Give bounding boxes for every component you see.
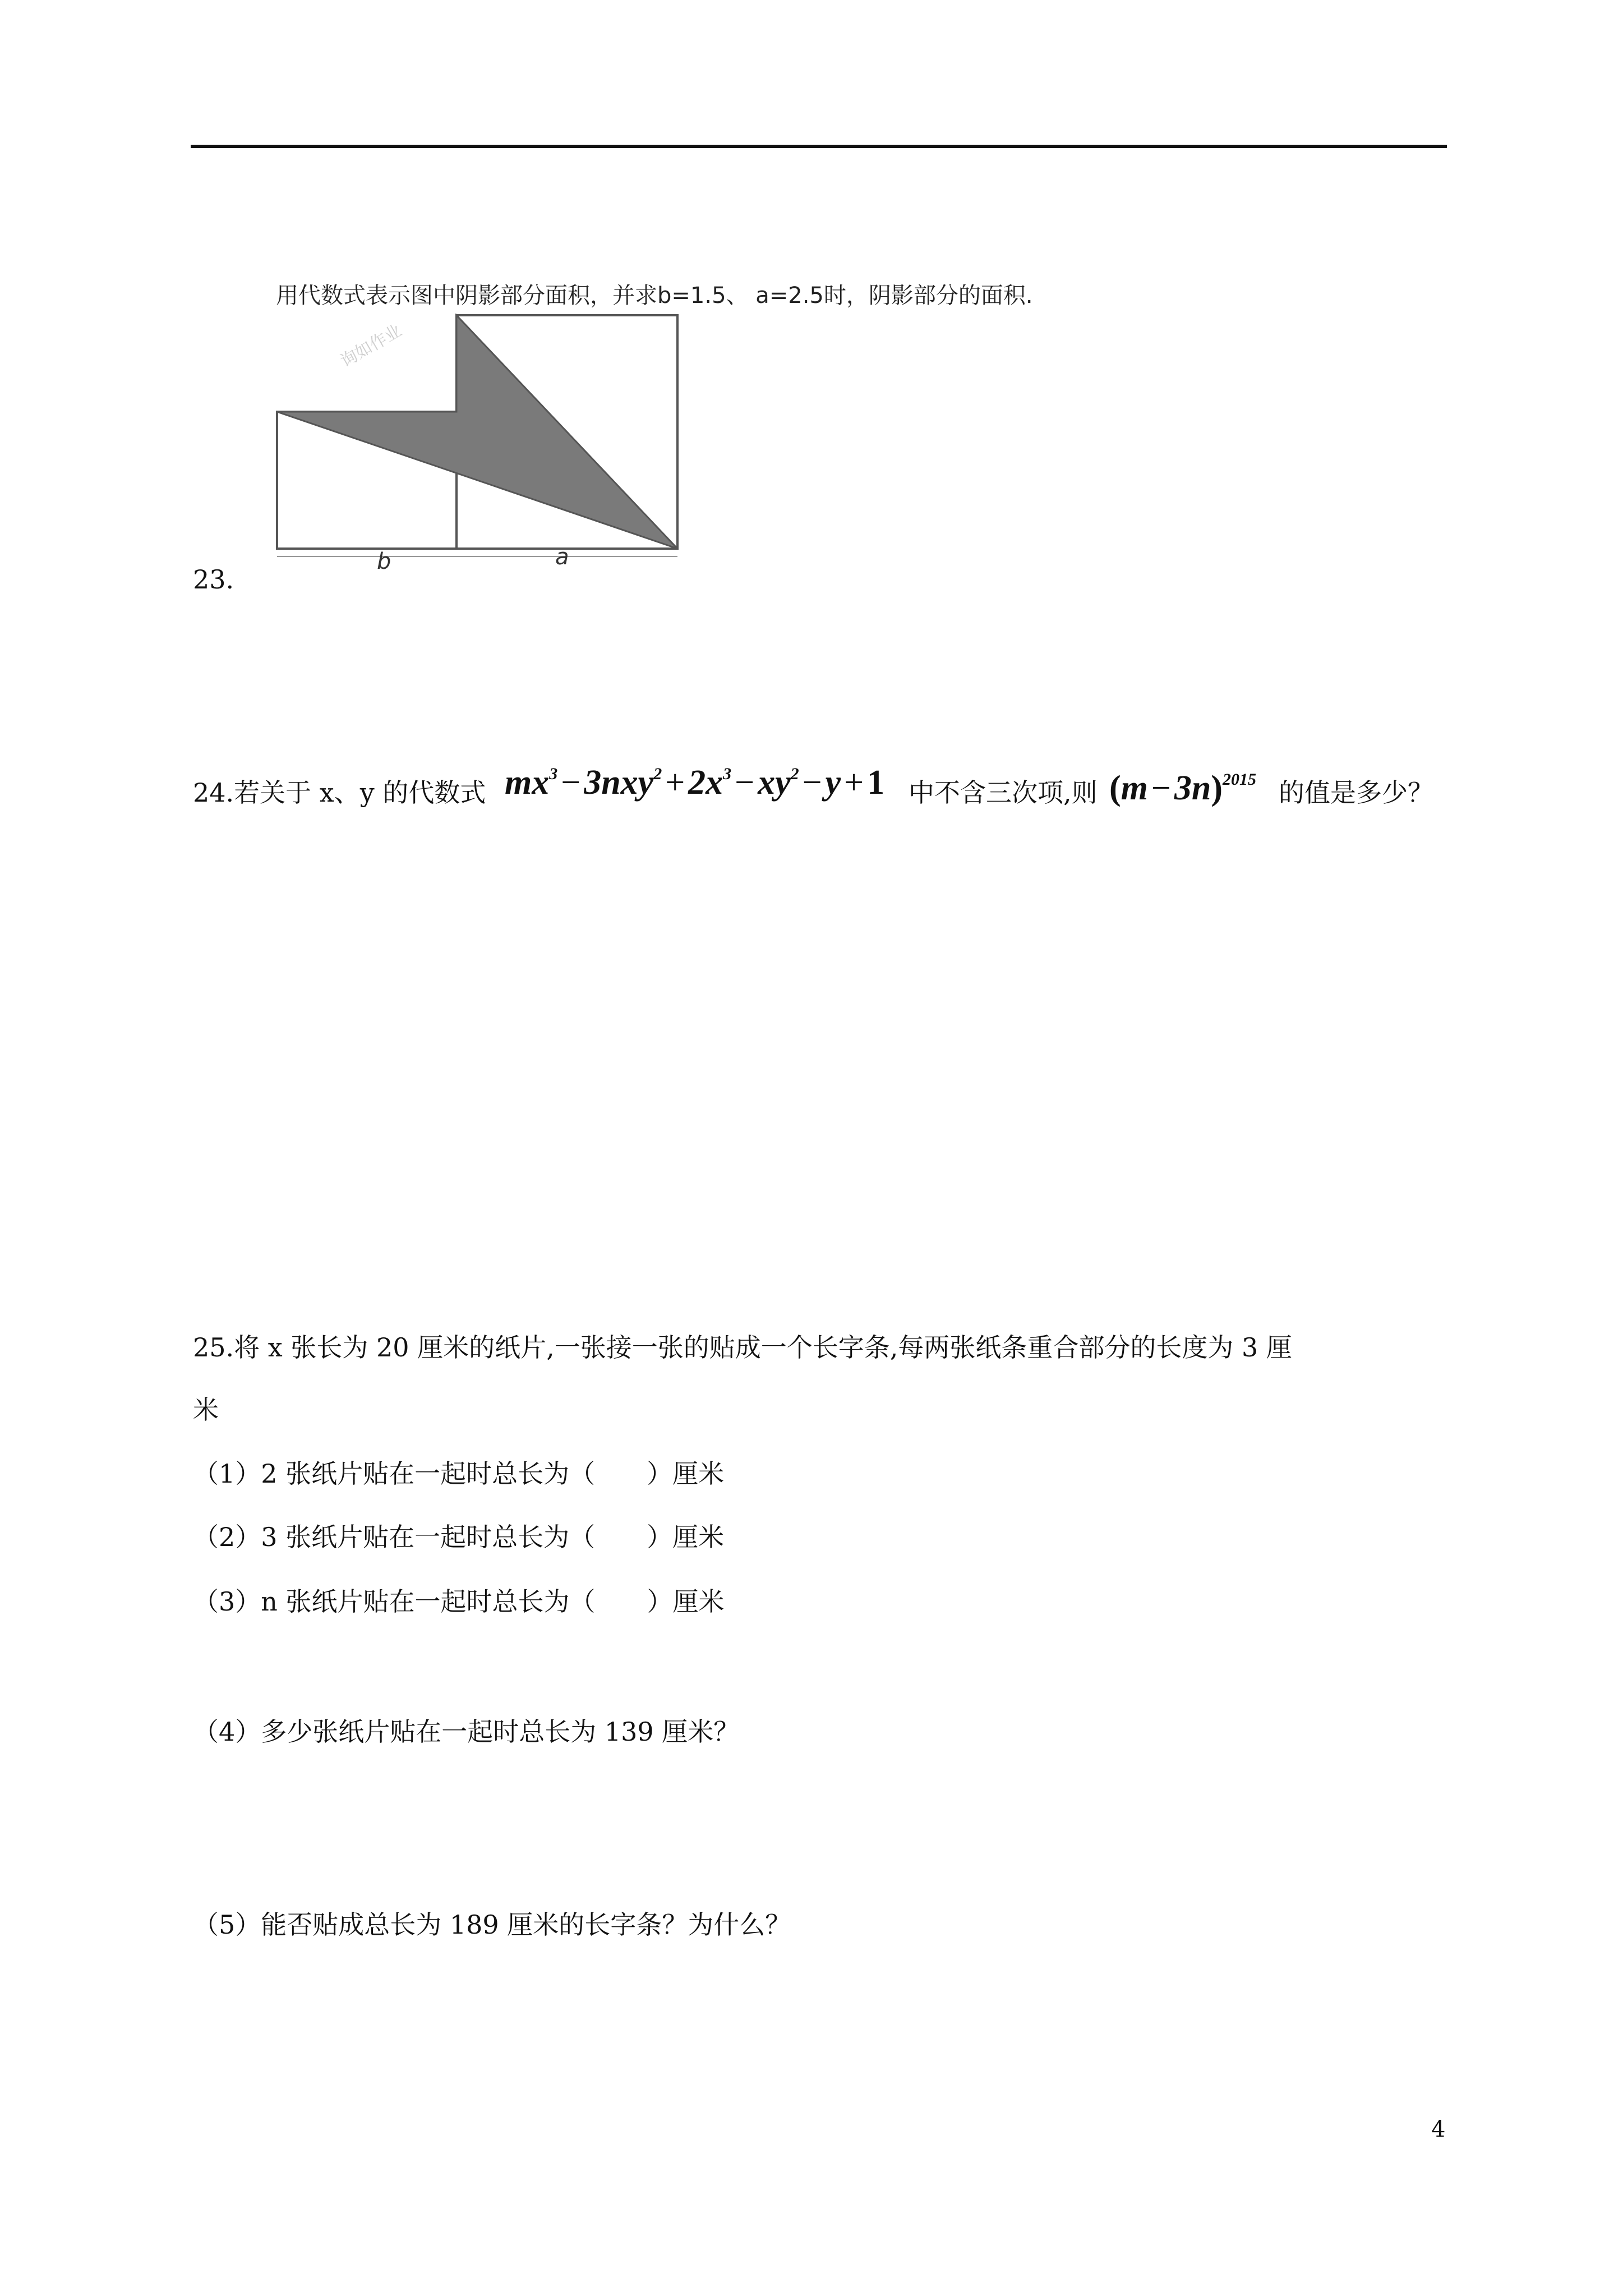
- q25-part-2: （2）3 张纸片贴在一起时总长为（ ）厘米: [193, 1522, 725, 1552]
- q25-part-1: （1）2 张纸片贴在一起时总长为（ ）厘米: [193, 1458, 725, 1489]
- q25-stem-line2: 米: [193, 1395, 219, 1425]
- q23-watermark: 询如作业: [337, 320, 405, 372]
- q23-figure: [269, 307, 695, 565]
- header-rule: [191, 145, 1447, 148]
- q23-label-b: b: [377, 549, 391, 574]
- q24-middle: 中不含三次项,则: [909, 777, 1098, 808]
- q24-exponent: 2015: [1223, 770, 1256, 789]
- q25-part-5: （5）能否贴成总长为 189 厘米的长字条？为什么？: [193, 1910, 791, 1940]
- q24-suffix: 的值是多少？: [1279, 777, 1433, 808]
- q23-figure-caption: 用代数式表示图中阴影部分面积，并求b=1.5、 a=2.5时，阴影部分的面积.: [276, 283, 1033, 309]
- q24-expression: $mx^3-3nxy^2+2x^3-xy^2-y+1$: [505, 763, 885, 802]
- q25-part-4: （4）多少张纸片贴在一起时总长为 139 厘米？: [193, 1717, 740, 1747]
- q23-label-a: a: [555, 544, 569, 570]
- q24-power-expression: $(m-3n)^{2015}$: [1109, 769, 1256, 807]
- q25-part-3: （3）n 张纸片贴在一起时总长为（ ）厘米: [193, 1586, 725, 1617]
- q23-number: 23.: [193, 564, 234, 595]
- q24-prefix: 24.若关于 x、y 的代数式: [193, 777, 486, 808]
- page-number: 4: [1431, 2116, 1446, 2142]
- q25-stem-line1: 25.将 x 张长为 20 厘米的纸片,一张接一张的贴成一个长字条,每两张纸条重合部分的长度为 3 厘: [193, 1332, 1292, 1363]
